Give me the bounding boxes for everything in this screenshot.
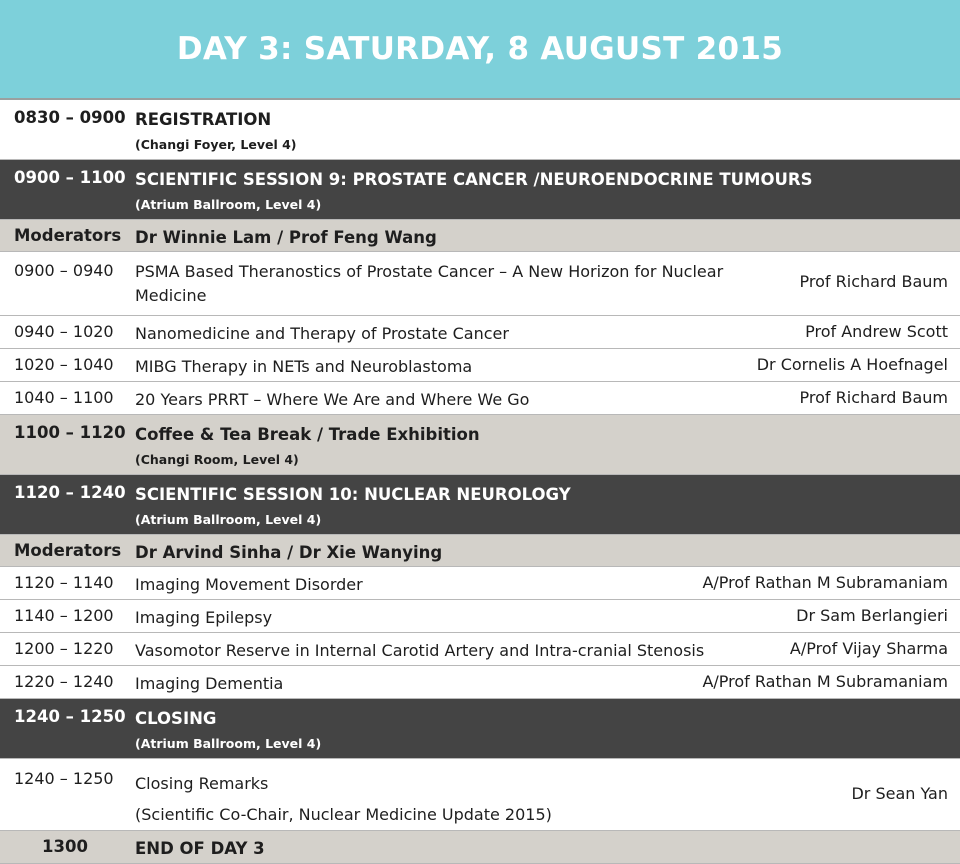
talk-row — [0, 349, 960, 382]
talk-row — [0, 666, 960, 699]
row-time: 1120 – 1240 — [14, 483, 126, 502]
talk-title: Imaging Epilepsy — [135, 608, 273, 627]
break-title: Coffee & Tea Break / Trade Exhibition — [135, 425, 480, 444]
talk-row — [0, 633, 960, 666]
day-title-bar — [0, 0, 960, 100]
row-venue: (Atrium Ballroom, Level 4) — [135, 197, 322, 212]
talk-speaker: A/Prof Vijay Sharma — [789, 639, 948, 658]
talk-title: Imaging Dementia — [135, 674, 284, 693]
talk-speaker: Dr Sam Berlangieri — [796, 606, 948, 625]
talk-row — [0, 252, 960, 316]
session-title: SCIENTIFIC SESSION 10: NUCLEAR NEUROLOGY — [135, 485, 571, 504]
talk-row — [0, 600, 960, 633]
talk-title: Closing Remarks — [135, 774, 269, 793]
session-title: SCIENTIFIC SESSION 9: PROSTATE CANCER /NEUROENDOCRINE TUMOURS — [135, 170, 813, 189]
session-header-row — [0, 160, 960, 220]
moderators-row — [0, 220, 960, 252]
moderators-label: Moderators — [14, 226, 122, 245]
row-time: 0900 – 0940 — [14, 261, 114, 280]
row-time: 1240 – 1250 — [14, 769, 114, 788]
talk-row — [0, 316, 960, 349]
row-time: 1220 – 1240 — [14, 672, 114, 691]
row-time: 1200 – 1220 — [14, 639, 114, 658]
row-venue: (Changi Room, Level 4) — [135, 452, 299, 467]
talk-speaker: A/Prof Rathan M Subramaniam — [702, 672, 948, 691]
row-time: 1100 – 1120 — [14, 423, 126, 442]
moderators-names: Dr Arvind Sinha / Dr Xie Wanying — [135, 543, 443, 562]
row-time: 1240 – 1250 — [14, 707, 126, 726]
schedule-row-registration — [0, 100, 960, 160]
row-time: 1300 — [42, 837, 88, 856]
row-venue: (Atrium Ballroom, Level 4) — [135, 736, 322, 751]
session-header-row — [0, 475, 960, 535]
talk-speaker: Prof Andrew Scott — [805, 322, 948, 341]
talk-title: Nanomedicine and Therapy of Prostate Cancer — [135, 324, 509, 343]
talk-speaker: Prof Richard Baum — [799, 388, 948, 407]
row-time: 0830 – 0900 — [14, 108, 126, 127]
talk-title: Vasomotor Reserve in Internal Carotid Artery and Intra-cranial Stenosis — [135, 641, 705, 660]
end-of-day-row — [0, 831, 960, 864]
moderators-row — [0, 535, 960, 567]
moderators-label: Moderators — [14, 541, 122, 560]
talk-title: PSMA Based Theranostics of Prostate Cancer – A New Horizon for Nuclear Medicine — [135, 262, 724, 305]
session-header-row — [0, 699, 960, 759]
talk-row — [0, 567, 960, 600]
talk-title: Imaging Movement Disorder — [135, 575, 363, 594]
row-title: REGISTRATION — [135, 110, 272, 129]
talk-row — [0, 382, 960, 415]
day-title: DAY 3: SATURDAY, 8 AUGUST 2015 — [176, 31, 784, 67]
talk-speaker: A/Prof Rathan M Subramaniam — [702, 573, 948, 592]
moderators-names: Dr Winnie Lam / Prof Feng Wang — [135, 228, 437, 247]
row-time: 1140 – 1200 — [14, 606, 114, 625]
talk-speaker: Dr Sean Yan — [851, 784, 948, 803]
break-row — [0, 415, 960, 475]
talk-speaker: Dr Cornelis A Hoefnagel — [756, 355, 948, 374]
row-time: 1120 – 1140 — [14, 573, 114, 592]
talk-title: MIBG Therapy in NETs and Neuroblastoma — [135, 357, 473, 376]
talk-speaker: Prof Richard Baum — [799, 272, 948, 291]
closing-remarks-text — [135, 768, 948, 830]
closing-remarks-row — [0, 759, 960, 831]
row-venue: (Atrium Ballroom, Level 4) — [135, 512, 322, 527]
row-time: 1020 – 1040 — [14, 355, 114, 374]
session-title: CLOSING — [135, 709, 217, 728]
row-time: 0940 – 1020 — [14, 322, 114, 341]
talk-title: 20 Years PRRT – Where We Are and Where We Go — [135, 390, 530, 409]
row-time: 1040 – 1100 — [14, 388, 114, 407]
row-venue: (Changi Foyer, Level 4) — [135, 137, 297, 152]
talk-subtitle: (Scientific Co-Chair, Nuclear Medicine Update 2015) — [135, 805, 552, 824]
end-of-day-label: END OF DAY 3 — [135, 839, 265, 858]
row-time: 0900 – 1100 — [14, 168, 126, 187]
